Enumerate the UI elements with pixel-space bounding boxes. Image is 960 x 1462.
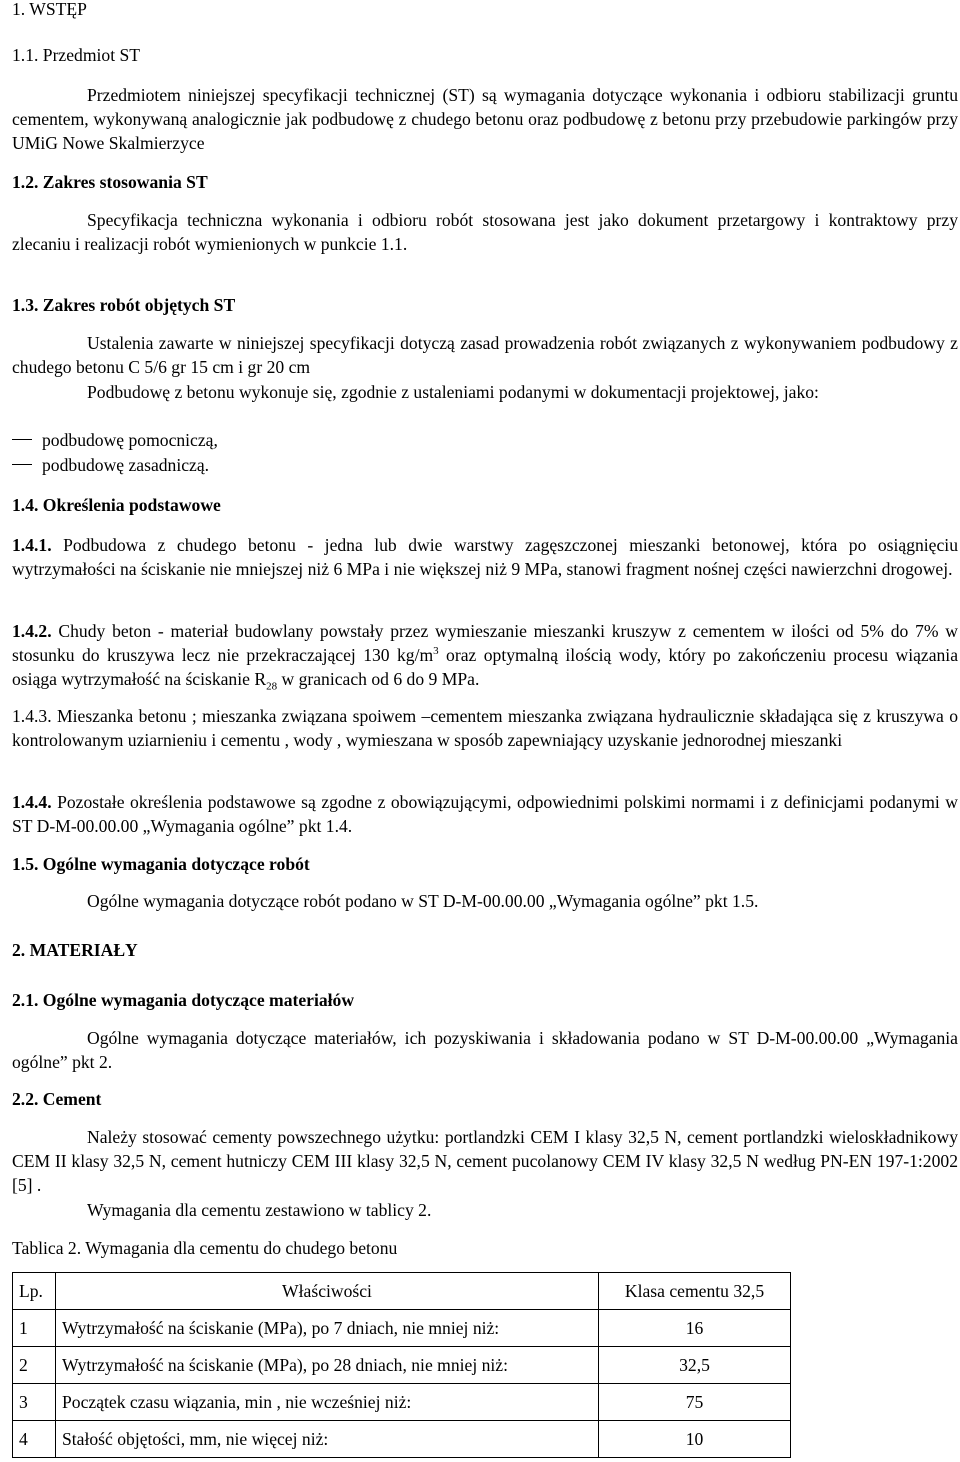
definition-number: 1.4.3. xyxy=(12,706,52,726)
table-caption: Tablica 2. Wymagania dla cementu do chudego betonu xyxy=(12,1238,398,1258)
section-heading-2-2: 2.2. Cement xyxy=(12,1089,102,1109)
definition-text: Mieszanka betonu ; mieszanka związana spoiwem –cementem mieszanka związana hydraulicznie składająca się z kruszywa o kontrolowanym uziarnieniu i cementu , wody , wymieszana w sposób zapewniający uzyskanie jednorodnej mieszanki xyxy=(12,706,958,750)
section-heading-1: 1. WSTĘP xyxy=(12,0,87,19)
section-heading-1-5: 1.5. Ogólne wymagania dotyczące robót xyxy=(12,854,310,874)
table-row xyxy=(13,1384,791,1421)
definition-number: 1.4.1. xyxy=(12,535,52,555)
table-cell: 2 xyxy=(13,1347,56,1384)
table-row xyxy=(13,1421,791,1458)
paragraph-2-1: Ogólne wymagania dotyczące materiałów, ich pozyskiwania i składowania podano w ST D-M-00.00.00 „Wymagania ogólne” pkt 2. xyxy=(12,1028,958,1072)
definition-1-4-1 xyxy=(12,533,958,581)
table-cell: Wytrzymałość na ściskanie (MPa), po 7 dniach, nie mniej niż: xyxy=(56,1310,599,1347)
section-heading-1-3: 1.3. Zakres robót objętych ST xyxy=(12,295,236,315)
table-row xyxy=(13,1347,791,1384)
table-cell: 3 xyxy=(13,1384,56,1421)
definition-text: Pozostałe określenia podstawowe są zgodne z obowiązującymi, odpowiednimi polskimi normami i z definicjami podanymi w ST D-M-00.00.00 „Wymagania ogólne” pkt 1.4. xyxy=(12,792,958,836)
table-cell: 1 xyxy=(13,1310,56,1347)
paragraph-2-2-a: Należy stosować cementy powszechnego użytku: portlandzki CEM I klasy 32,5 N, cement portlandzki wieloskładnikowy CEM II klasy 32,5 N, cement hutniczy CEM III klasy 32,5 N, cement pucolanowy CEM IV klasy 32,5 N według PN-EN 197-1:2002 [5] . xyxy=(12,1127,958,1195)
paragraph-1-3-a: Ustalenia zawarte w niniejszej specyfikacji dotyczą zasad prowadzenia robót związanych z wykonywaniem podbudowy z chudego betonu C 5/6 gr 15 cm i gr 20 cm xyxy=(12,333,958,377)
paragraph-1-2: Specyfikacja techniczna wykonania i odbioru robót stosowana jest jako dokument przetargowy i kontraktowy przy zlecaniu i realizacji robót wymienionych w punkcie 1.1. xyxy=(12,210,958,254)
definition-1-4-3 xyxy=(12,704,958,752)
section-heading-2-1: 2.1. Ogólne wymagania dotyczące materiałów xyxy=(12,990,355,1010)
section-heading-1-4: 1.4. Określenia podstawowe xyxy=(12,495,221,515)
dash-bullet-icon xyxy=(12,439,32,440)
column-header: Klasa cementu 32,5 xyxy=(599,1273,791,1310)
table-header-row xyxy=(13,1273,791,1310)
paragraph-1-3-b: Podbudowę z betonu wykonuje się, zgodnie z ustaleniami podanymi w dokumentacji projektowej, jako: xyxy=(87,382,819,402)
definition-number: 1.4.2. xyxy=(12,621,52,641)
table-cell: Wytrzymałość na ściskanie (MPa), po 28 dniach, nie mniej niż: xyxy=(56,1347,599,1384)
table-row xyxy=(13,1310,791,1347)
definition-1-4-2: 1.4.2. Chudy beton - materiał budowlany powstały przez wymieszanie mieszanki kruszyw z cementem w ilości od 5% do 7% w stosunku do kruszywa lecz nie przekraczającej 130 $kg/m^3$ oraz optymalną ilością wody, który po zakończeniu procesu wiązania osiąga wytrzymałość na ściskanie $R_{28}$ w granicach od 6 do 9 MPa. xyxy=(12,621,958,693)
table-cell: Początek czasu wiązania, min , nie wcześniej niż: xyxy=(56,1384,599,1421)
table-cell: 32,5 xyxy=(599,1347,791,1384)
section-heading-2: 2. MATERIAŁY xyxy=(12,940,138,960)
column-header: Właściwości xyxy=(56,1273,599,1310)
paragraph-2-2-b: Wymagania dla cementu zestawiono w tablicy 2. xyxy=(87,1200,432,1220)
paragraph-1-5: Ogólne wymagania dotyczące robót podano w ST D-M-00.00.00 „Wymagania ogólne” pkt 1.5. xyxy=(87,891,759,911)
paragraph-1-1: Przedmiotem niniejszej specyfikacji technicznej (ST) są wymagania dotyczące wykonania i odbioru stabilizacji gruntu cementem, wykonywaną analogicznie jak podbudowę z chudego betonu oraz podbudowę z betonu przy przebudowie parkingów przy UMiG Nowe Skalmierzyce xyxy=(12,85,958,153)
cement-requirements-table xyxy=(12,1272,791,1458)
table-cell: 75 xyxy=(599,1384,791,1421)
definition-number: 1.4.4. xyxy=(12,792,52,812)
column-header: Lp. xyxy=(13,1273,56,1310)
table-cell: 16 xyxy=(599,1310,791,1347)
definition-1-4-4 xyxy=(12,790,958,838)
definition-text: Podbudowa z chudego betonu - jedna lub dwie warstwy zagęszczonej mieszanki betonowej, która po osiągnięciu wytrzymałości na ściskanie nie mniejszej niż 6 MPa i nie większej niż 9 MPa, stanowi fragment nośnej części nawierzchni drogowej. xyxy=(12,535,958,579)
section-heading-1-1: 1.1. Przedmiot ST xyxy=(12,45,141,65)
table-cell: 4 xyxy=(13,1421,56,1458)
table-cell: Stałość objętości, mm, nie więcej niż: xyxy=(56,1421,599,1458)
dash-bullet-icon xyxy=(12,464,32,465)
section-heading-1-2: 1.2. Zakres stosowania ST xyxy=(12,172,208,192)
table-cell: 10 xyxy=(599,1421,791,1458)
